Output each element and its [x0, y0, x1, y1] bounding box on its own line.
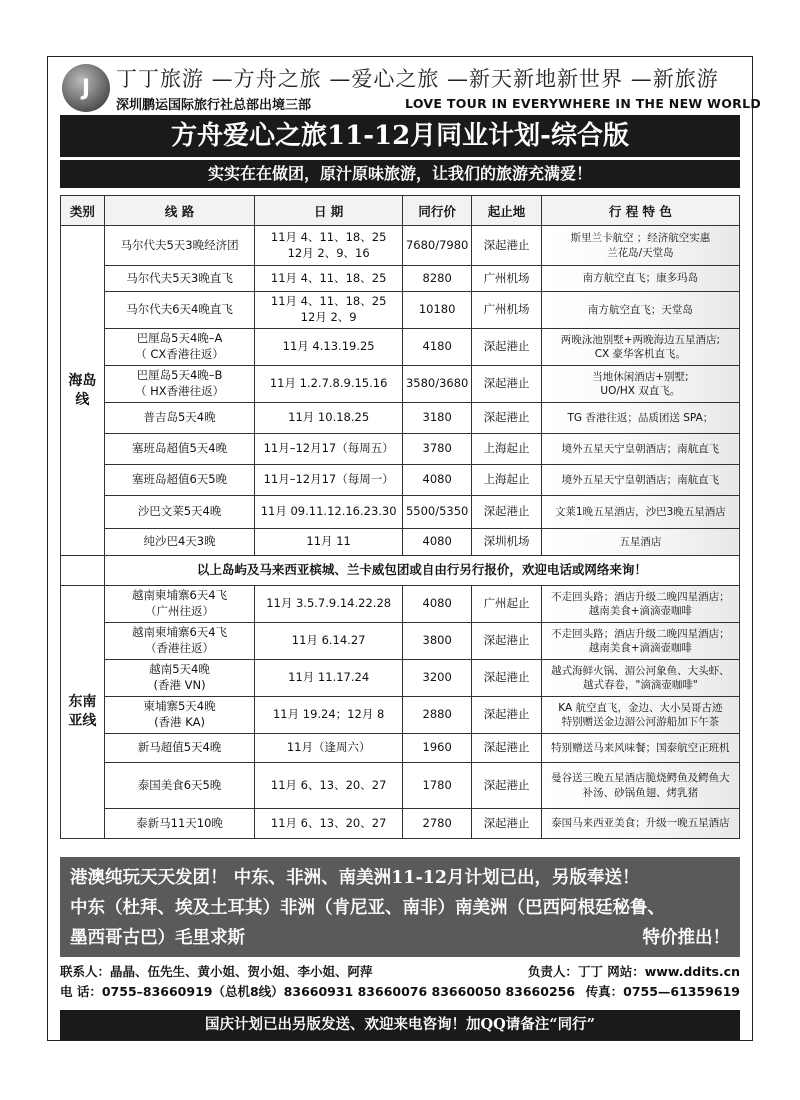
place-cell: 深起港止	[472, 403, 541, 434]
price-cell: 2880	[402, 697, 471, 734]
table-row	[61, 403, 740, 434]
table-row	[61, 556, 740, 586]
table-header-row	[61, 196, 740, 226]
place-cell: 广州机场	[472, 292, 541, 329]
table-row	[61, 465, 740, 496]
promo-line-3: 墨西哥古巴）毛里求斯	[70, 928, 245, 948]
place-cell: 深起港止	[472, 623, 541, 660]
footer-banner: 国庆计划已出另版发送、欢迎来电咨询！加QQ请备注“同行”	[60, 1010, 740, 1040]
place-cell: 深起港止	[472, 697, 541, 734]
route-cell: 越南柬埔寨6天4飞 （广州往返）	[104, 586, 255, 623]
phone-numbers: 电 话：0755–83660919（总机8线）83660931 83660076 83660050 83660256	[60, 984, 576, 999]
page-title: 方舟爱心之旅11-12月同业计划-综合版	[60, 115, 740, 157]
route-cell: 越南柬埔寨6天4飞 （香港往返）	[104, 623, 255, 660]
table-row	[61, 434, 740, 465]
route-cell: 新马超值5天4晚	[104, 734, 255, 763]
header-category: 类别	[61, 196, 105, 226]
price-cell: 7680/7980	[402, 226, 471, 266]
route-cell: 巴厘岛5天4晚–B （ HX香港往返）	[104, 366, 255, 403]
feature-cell: 不走回头路；酒店升级二晚四星酒店； 越南美食+滴滴壶咖啡	[541, 623, 739, 660]
table-row	[61, 734, 740, 763]
place-cell: 广州起止	[472, 586, 541, 623]
date-cell: 11月–12月17（每周一）	[255, 465, 403, 496]
place-cell: 深起港止	[472, 496, 541, 529]
header-features: 行 程 特 色	[541, 196, 739, 226]
feature-cell: 越式海鲜火锅、湄公河象鱼、大头虾、 越式春卷，"滴滴壶咖啡"	[541, 660, 739, 697]
route-cell: 普吉岛5天4晚	[104, 403, 255, 434]
place-cell: 深起港止	[472, 809, 541, 839]
date-cell: 11月（逢周六）	[255, 734, 403, 763]
route-cell: 马尔代夫5天3晚直飞	[104, 266, 255, 292]
table-row	[61, 809, 740, 839]
price-cell: 4080	[402, 465, 471, 496]
header-date: 日 期	[255, 196, 403, 226]
feature-cell: 当地休闲酒店+别墅; UO/HX 双直飞。	[541, 366, 739, 403]
tour-table	[60, 195, 740, 839]
feature-cell: 泰国马来西亚美食；升级一晚五星酒店	[541, 809, 739, 839]
date-cell: 11月 4、11、18、25 12月 2、9、16	[255, 226, 403, 266]
price-cell: 8280	[402, 266, 471, 292]
feature-cell: 南方航空直飞；天堂岛	[541, 292, 739, 329]
date-cell: 11月–12月17（每周五）	[255, 434, 403, 465]
english-slogan: LOVE TOUR IN EVERYWHERE IN THE NEW WORLD	[405, 96, 762, 111]
price-cell: 1780	[402, 763, 471, 809]
table-row	[61, 226, 740, 266]
route-cell: 泰新马11天10晚	[104, 809, 255, 839]
date-cell: 11月 09.11.12.16.23.30	[255, 496, 403, 529]
date-cell: 11月 6.14.27	[255, 623, 403, 660]
promo-banner	[60, 857, 740, 957]
feature-cell: TG 香港往返；品质团送 SPA；	[541, 403, 739, 434]
price-cell: 3780	[402, 434, 471, 465]
place-cell: 深起港止	[472, 366, 541, 403]
date-cell: 11月 6、13、20、27	[255, 809, 403, 839]
price-cell: 3180	[402, 403, 471, 434]
feature-cell: 两晚泳池别墅+两晚海边五星酒店; CX 豪华客机直飞。	[541, 329, 739, 366]
feature-cell: 五星酒店	[541, 529, 739, 556]
header-route: 线 路	[104, 196, 255, 226]
table-row	[61, 329, 740, 366]
price-cell: 4180	[402, 329, 471, 366]
route-cell: 柬埔寨5天4晚 (香港 KA)	[104, 697, 255, 734]
feature-cell: 曼谷送三晚五星酒店脆烧鳄鱼及鳄鱼大 补汤、砂锅鱼翅、烤乳猪	[541, 763, 739, 809]
route-cell: 越南5天4晚 (香港 VN)	[104, 660, 255, 697]
table-row	[61, 660, 740, 697]
route-cell: 巴厘岛5天4晚–A （ CX香港往返）	[104, 329, 255, 366]
contact-people: 联系人：晶晶、伍先生、黄小姐、贺小姐、李小姐、阿萍	[60, 964, 373, 979]
price-cell: 3800	[402, 623, 471, 660]
page-subtitle: 实实在在做团，原汁原味旅游，让我们的旅游充满爱！	[60, 160, 740, 188]
price-cell: 5500/5350	[402, 496, 471, 529]
table-row	[61, 697, 740, 734]
date-cell: 11月 4、11、18、25 12月 2、9	[255, 292, 403, 329]
feature-cell: 斯里兰卡航空 ；经济航空实惠 兰花岛/天堂岛	[541, 226, 739, 266]
header-place: 起止地	[472, 196, 541, 226]
promo-line-2: 中东（杜拜、埃及土耳其）非洲（肯尼亚、南非）南美洲（巴西阿根廷秘鲁、	[70, 898, 665, 918]
route-cell: 沙巴文莱5天4晚	[104, 496, 255, 529]
route-cell: 马尔代夫6天4晚直飞	[104, 292, 255, 329]
date-cell: 11月 6、13、20、27	[255, 763, 403, 809]
table-row	[61, 496, 740, 529]
price-cell: 1960	[402, 734, 471, 763]
date-cell: 11月 10.18.25	[255, 403, 403, 434]
sea-category-cell: 东南亚线	[61, 586, 105, 839]
company-logo	[62, 64, 110, 112]
date-cell: 11月 19.24；12月 8	[255, 697, 403, 734]
place-cell: 上海起止	[472, 465, 541, 496]
place-cell: 深起港止	[472, 226, 541, 266]
feature-cell: 特别赠送马来风味餐；国泰航空正班机	[541, 734, 739, 763]
feature-cell: 境外五星天宁皇朝酒店；南航直飞	[541, 465, 739, 496]
route-cell: 塞班岛超值6天5晚	[104, 465, 255, 496]
route-cell: 马尔代夫5天3晚经济团	[104, 226, 255, 266]
table-row	[61, 763, 740, 809]
table-row	[61, 366, 740, 403]
note-spacer	[61, 556, 105, 586]
date-cell: 11月 4.13.19.25	[255, 329, 403, 366]
route-cell: 纯沙巴4天3晚	[104, 529, 255, 556]
place-cell: 深起港止	[472, 660, 541, 697]
price-cell: 3580/3680	[402, 366, 471, 403]
header-price: 同行价	[402, 196, 471, 226]
island-category-cell: 海岛线	[61, 226, 105, 556]
route-cell: 泰国美食6天5晚	[104, 763, 255, 809]
place-cell: 深起港止	[472, 763, 541, 809]
place-cell: 广州机场	[472, 266, 541, 292]
place-cell: 深起港止	[472, 734, 541, 763]
date-cell: 11月 1.2.7.8.9.15.16	[255, 366, 403, 403]
contact-info	[60, 962, 740, 1002]
date-cell: 11月 4、11、18、25	[255, 266, 403, 292]
date-cell: 11月 11	[255, 529, 403, 556]
price-cell: 2780	[402, 809, 471, 839]
route-cell: 塞班岛超值5天4晚	[104, 434, 255, 465]
branch-name: 深圳鹏运国际旅行社总部出境三部	[116, 98, 312, 113]
place-cell: 上海起止	[472, 434, 541, 465]
price-cell: 4080	[402, 529, 471, 556]
company-slogan: 丁丁旅游 —方舟之旅 —爱心之旅 —新天新地新世界 —新旅游	[116, 67, 719, 91]
table-row	[61, 529, 740, 556]
table-row	[61, 623, 740, 660]
feature-cell: 文莱1晚五星酒店，沙巴3晚五星酒店	[541, 496, 739, 529]
manager-website: 负责人：丁丁 网站：www.ddits.cn	[527, 964, 740, 979]
place-cell: 深圳机场	[472, 529, 541, 556]
date-cell: 11月 11.17.24	[255, 660, 403, 697]
table-row	[61, 292, 740, 329]
logo-mark: J	[81, 75, 91, 101]
table-row	[61, 586, 740, 623]
price-cell: 10180	[402, 292, 471, 329]
island-note: 以上岛屿及马来西亚槟城、兰卡威包团或自由行另行报价，欢迎电话或网络来询！	[104, 556, 739, 586]
price-cell: 4080	[402, 586, 471, 623]
feature-cell: 不走回头路；酒店升级二晚四星酒店； 越南美食+滴滴壶咖啡	[541, 586, 739, 623]
promo-special: 特价推出！	[642, 928, 730, 948]
feature-cell: KA 航空直飞，金边、大小吴哥古迹 特别赠送金边湄公河游船加下午茶	[541, 697, 739, 734]
fax-number: 传真：0755—61359619	[585, 984, 740, 999]
price-cell: 3200	[402, 660, 471, 697]
place-cell: 深起港止	[472, 329, 541, 366]
feature-cell: 境外五星天宁皇朝酒店；南航直飞	[541, 434, 739, 465]
table-row	[61, 266, 740, 292]
promo-line-1: 港澳纯玩天天发团！ 中东、非洲、南美洲11-12月计划已出，另版奉送！	[70, 868, 640, 888]
date-cell: 11月 3.5.7.9.14.22.28	[255, 586, 403, 623]
feature-cell: 南方航空直飞；康多玛岛	[541, 266, 739, 292]
